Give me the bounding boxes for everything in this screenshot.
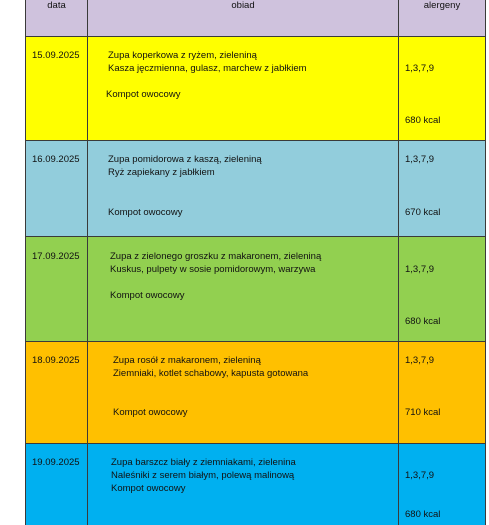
header-alergeny-label: alergeny [423,0,461,11]
main-dish-text: Kasza jęczmienna, gulasz, marchew z jabłkiem [108,63,307,74]
soup-text: Zupa pomidorowa z kaszą, zieleniną [108,154,262,165]
header-alergeny-cell [398,0,486,36]
date-cell [25,342,87,443]
allergens-cell [398,237,486,341]
allergens-text: 1,3,7,9 [405,355,435,366]
kcal-text: 680 kcal [405,115,441,126]
header-obiad-cell [87,0,398,36]
kcal-text: 680 kcal [405,316,441,327]
kcal-text: 670 kcal [405,207,441,218]
day-row [25,443,486,525]
meal-cell [87,141,398,236]
main-dish-text: Kuskus, pulpety w sosie pomidorowym, warzywa [110,264,316,275]
allergens-text: 1,3,7,9 [405,470,435,481]
header-row [25,0,486,36]
meal-cell [87,237,398,341]
day-row [25,140,486,236]
day-row [25,236,486,341]
allergens-text: 1,3,7,9 [405,154,435,165]
date-cell [25,444,87,525]
allergens-cell [398,444,486,525]
allergens-cell [398,342,486,443]
date-text: 16.09.2025 [32,154,80,165]
drink-text: Kompot owocowy [108,207,183,218]
allergens-text: 1,3,7,9 [405,63,435,74]
drink-text: Kompot owocowy [106,89,181,100]
date-text: 19.09.2025 [32,457,80,468]
drink-text: Kompot owocowy [110,290,185,301]
soup-text: Zupa koperkowa z ryżem, zieleniną [108,50,257,61]
allergens-cell [398,141,486,236]
drink-text: Kompot owocowy [111,483,186,494]
allergens-text: 1,3,7,9 [405,264,435,275]
meal-cell [87,37,398,140]
date-cell [25,141,87,236]
date-cell [25,37,87,140]
meal-cell [87,444,398,525]
date-text: 17.09.2025 [32,251,80,262]
meal-cell [87,342,398,443]
kcal-text: 680 kcal [405,509,441,520]
date-text: 15.09.2025 [32,50,80,61]
main-dish-text: Ziemniaki, kotlet schabowy, kapusta gotowana [113,368,309,379]
header-date-label: data [47,0,66,11]
kcal-text: 710 kcal [405,407,441,418]
header-date-cell [25,0,87,36]
allergens-cell [398,37,486,140]
drink-text: Kompot owocowy [113,407,188,418]
date-text: 18.09.2025 [32,355,80,366]
date-cell [25,237,87,341]
header-obiad-label: obiad [231,0,255,11]
soup-text: Zupa barszcz biały z ziemniakami, zielenina [111,457,296,468]
soup-text: Zupa z zielonego groszku z makaronem, zieleniną [110,251,322,262]
day-row [25,36,486,140]
main-dish-text: Naleśniki z serem białym, polewą malinową [111,470,295,481]
main-dish-text: Ryż zapiekany z jabłkiem [108,167,215,178]
day-row [25,341,486,443]
soup-text: Zupa rosół z makaronem, zieleniną [113,355,261,366]
